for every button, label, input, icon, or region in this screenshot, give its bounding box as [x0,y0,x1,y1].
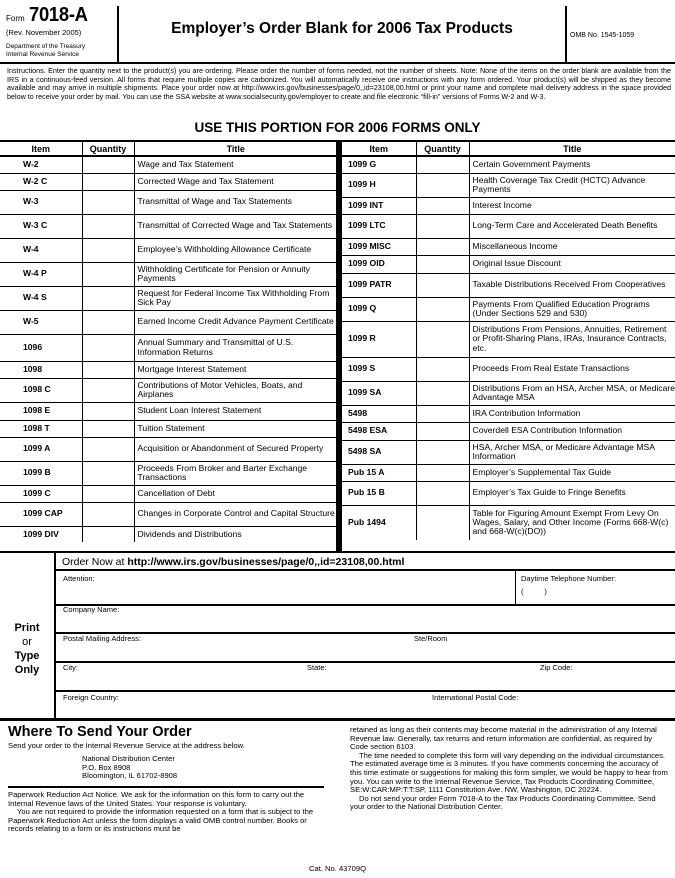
quantity-input[interactable] [416,173,469,197]
catalog-number: Cat. No. 43709Q [309,864,366,873]
item-title: Student Loan Interest Statement [134,402,337,420]
item-code: W-5 [0,310,82,334]
item-code: 1099 G [342,156,416,173]
table-row [342,197,675,214]
item-title: Wage and Tax Statement [134,156,337,173]
address-block [0,553,675,718]
form-word: Form [6,14,25,23]
table-row [342,156,675,173]
quantity-input[interactable] [82,526,134,542]
item-title: Earned Income Credit Advance Payment Certificate [134,310,337,334]
table-row [0,420,337,437]
item-code: W-2 C [0,173,82,190]
quantity-input[interactable] [82,485,134,502]
item-code: 1099 R [342,321,416,357]
item-title: Corrected Wage and Tax Statement [134,173,337,190]
address-rule [55,690,675,692]
item-title: Cancellation of Debt [134,485,337,502]
table-row [0,286,337,310]
item-title: Transmittal of Corrected Wage and Tax Statements [134,214,337,238]
mailing-address: National Distribution Center P.O. Box 8908 Bloomington, IL 61702-8908 [82,754,178,781]
city-field[interactable]: City: [63,663,78,672]
address-rule [55,569,675,571]
item-code: 5498 [342,405,416,422]
order-table-right [342,140,675,540]
quantity-input[interactable] [82,286,134,310]
quantity-input[interactable] [82,190,134,214]
table-row [342,238,675,255]
item-title: Proceeds From Real Estate Transactions [469,357,675,381]
phone-divider [515,570,516,605]
item-code: 1099 C [0,485,82,502]
item-code: 1099 DIV [23,528,59,539]
quantity-input[interactable] [416,405,469,422]
table-row [0,402,337,420]
item-code: Pub 15 B [342,481,416,505]
quantity-input[interactable] [82,420,134,437]
item-title: Certain Government Payments [469,156,675,173]
item-title: Interest Income [469,197,675,214]
item-code: 1099 CAP [0,502,82,526]
quantity-input[interactable] [416,214,469,238]
where-rule [8,786,324,788]
table-row [342,273,675,297]
quantity-input[interactable] [82,262,134,286]
quantity-input[interactable] [416,440,469,464]
quantity-input[interactable] [82,238,134,262]
column-header-quantity: Quantity [82,141,134,156]
item-code: 5498 SA [342,440,416,464]
quantity-input[interactable] [82,502,134,526]
item-title: Acquisition or Abandonment of Secured Property [134,437,337,461]
item-code: 1099 SA [342,381,416,405]
table-row [342,440,675,464]
item-title: Health Coverage Tax Credit (HCTC) Advance Payments [469,173,675,197]
paperwork-notice-right: retained as long as their contents may become material in the administration of any Internal Revenue law. Generally, tax returns and return information are confidential, as required by Code section 6103. The time needed to complete this form will vary depending on the individual circumstances. The estimated average time is 3 minutes. If you have comments concerning the accuracy of this time estimate or suggestions for making this form simpler, we would be happy to hear from you. You can write to the Internal Revenue Service, Tax Products Coordinating Committee, SE:W:CAR:MP:T:T:SP, 1111 Constitution Ave. NW, Washington, DC 20224. Do not send your order Form 7018-A to the Tax Products Coordinating Committee. Send your order to the National Distribution Center. [350,725,668,812]
item-title: Original Issue Discount [469,255,675,273]
print-or-type-label: Print or Type Only [14,622,40,676]
form-id-block [6,4,118,58]
table-row [342,505,675,540]
item-code: W-3 C [0,214,82,238]
department-line1: Department of the Treasury [6,43,86,50]
item-title: Employee’s Withholding Allowance Certificate [134,238,337,262]
department-line2: Internal Revenue Service [6,50,79,58]
item-title: Tuition Statement [134,420,337,437]
table-row [0,238,337,262]
item-title: Dividends and Distributions [137,528,242,539]
item-title: Taxable Distributions Received From Cooperatives [469,273,675,297]
quantity-input[interactable] [416,422,469,440]
item-title: Payments From Qualified Education Programs (Under Sections 529 and 530) [469,297,675,321]
table-row [342,321,675,357]
quantity-input[interactable] [416,481,469,505]
table-row [0,485,337,502]
item-code: 1099 A [0,437,82,461]
quantity-input[interactable] [82,334,134,361]
item-code: 1099 B [0,461,82,485]
item-title: Long-Term Care and Accelerated Death Benefits [469,214,675,238]
table-row [342,481,675,505]
item-title: Employer’s Supplemental Tax Guide [469,464,675,481]
section-title: USE THIS PORTION FOR 2006 FORMS ONLY [194,120,481,135]
order-table-left [0,140,337,542]
item-title: Miscellaneous Income [469,238,675,255]
quantity-input[interactable] [416,255,469,273]
where-to-send-subtitle: Send your order to the Internal Revenue Service at the address below. [8,741,245,750]
postal-address-field[interactable]: Postal Mailing Address: [63,634,141,643]
address-rule [55,632,675,634]
item-title: Table for Figuring Amount Exempt From Levy On Wages, Salary, and Other Income (Forms 668-W(c) and 668-W(c)(DO)) [472,507,669,537]
quantity-input[interactable] [416,297,469,321]
quantity-input[interactable] [416,505,469,540]
table-row [342,255,675,273]
quantity-input[interactable] [416,357,469,381]
order-now-link[interactable]: http://www.irs.gov/businesses/page/0,,id=23108,00.html [127,556,405,568]
attention-field[interactable]: Attention: [63,574,95,583]
item-code: 1098 E [0,402,82,420]
state-field[interactable]: State: [307,663,327,672]
paperwork-notice-left: Paperwork Reduction Act Notice. We ask for the information on this form to carry out the Internal Revenue laws of the United States. Your response is voluntary. You are not required to provide the information requested on a form that is subject to the Paperwork Reduction Act unless the form displays a valid OMB control number. Books or records relating to a form or its instructions must be [8,790,314,834]
instructions: Instructions. Enter the quantity next to the product(s) you are ordering. Please order the number of forms needed, not the number of sheets. Note: None of the items on the order blank are available from the IRS in a continuous-feed version. All forms that require multiple copies are carbonized. You will automatically receive one instructions with any form ordered. Your product(s) will be shipped as they become available and may arrive in multiple shipments. Place your order now at http://www.irs.gov/businesses/page/0,,id=23108,00.html or print your name and complete mail delivery address in the space provided below to receive your order by mail. You can use the SSA website at www.socialsecurity.gov/employer to create and file electronic “fill-in” versions of Forms W-2 and W-3. [7,66,671,101]
section-rule [0,718,675,721]
item-title: Coverdell ESA Contribution Information [469,422,675,440]
quantity-input[interactable] [82,378,134,402]
item-title: HSA, Archer MSA, or Medicare Advantage MSA Information [469,440,675,464]
item-code: 1099 LTC [342,214,416,238]
company-name-field[interactable]: Company Name: [63,605,120,614]
address-side-divider [54,553,56,718]
table-row [0,214,337,238]
item-title: IRA Contribution Information [469,405,675,422]
suite-room-field[interactable]: Ste/Room [414,634,448,643]
zip-code-field[interactable]: Zip Code: [540,663,573,672]
table-row [0,334,337,361]
table-row [342,173,675,197]
address-rule [55,661,675,663]
form-header [0,0,675,64]
item-code: 1099 Q [342,297,416,321]
form-number: 7018-A [28,4,88,26]
item-title: Proceeds From Broker and Barter Exchange Transactions [134,461,337,485]
item-code: W-4 [0,238,82,262]
omb-number: OMB No. 1545-1059 [570,32,635,39]
table-row [0,156,337,173]
item-code: 1098 T [0,420,82,437]
table-row [0,378,337,402]
quantity-input[interactable] [82,361,134,378]
form-revision: (Rev. November 2005) [6,28,82,37]
column-header-quantity: Quantity [416,141,469,156]
item-title: Distributions From an HSA, Archer MSA, or Medicare Advantage MSA [469,381,675,405]
table-row [342,405,675,422]
column-header-title: Title [134,141,337,156]
order-now-line: Order Now at http://www.irs.gov/businesses/page/0,,id=23108,00.html [62,556,405,568]
item-code: Pub 1494 [348,517,386,528]
item-title: Transmittal of Wage and Tax Statements [134,190,337,214]
item-code: 1098 [0,361,82,378]
foreign-country-field[interactable]: Foreign Country: [63,693,119,702]
quantity-input[interactable] [82,156,134,173]
column-header-item: Item [0,141,82,156]
phone-value[interactable]: ( ) [521,587,547,596]
quantity-input[interactable] [82,437,134,461]
table-row [0,361,337,378]
item-title: Annual Summary and Transmittal of U.S. Information Returns [134,334,337,361]
item-title: Request for Federal Income Tax Withholding From Sick Pay [134,286,337,310]
item-code: Pub 15 A [342,464,416,481]
item-title: Distributions From Pensions, Annuities, Retirement or Profit-Sharing Plans, IRAs, Insurance Contracts, etc. [469,321,675,357]
phone-field[interactable]: Daytime Telephone Number: ( ) [521,574,616,596]
item-code: 1099 S [342,357,416,381]
item-title: Mortgage Interest Statement [134,361,337,378]
header-divider [565,6,567,62]
item-title: Contributions of Motor Vehicles, Boats, and Airplanes [134,378,337,402]
quantity-input[interactable] [82,214,134,238]
quantity-input[interactable] [416,464,469,481]
item-code: 1098 C [0,378,82,402]
item-code: W-4 S [0,286,82,310]
quantity-input[interactable] [416,321,469,357]
item-code: W-3 [0,190,82,214]
item-code: 1099 MISC [342,238,416,255]
quantity-input[interactable] [416,197,469,214]
table-row [0,310,337,334]
item-code: 1099 H [342,173,416,197]
where-to-send-title: Where To Send Your Order [8,724,192,740]
column-header-title: Title [469,141,675,156]
table-row [0,437,337,461]
table-row [0,190,337,214]
quantity-input[interactable] [416,238,469,255]
quantity-input[interactable] [416,381,469,405]
table-row [0,502,337,526]
quantity-input[interactable] [82,402,134,420]
column-header-item: Item [342,141,416,156]
quantity-input[interactable] [82,310,134,334]
table-row [342,214,675,238]
item-code: 1099 PATR [342,273,416,297]
department [6,43,118,58]
item-code: W-4 P [0,262,82,286]
item-code: 5498 ESA [342,422,416,440]
address-rule [55,604,675,606]
table-row [342,297,675,321]
form-title: Employer’s Order Blank for 2006 Tax Products [171,20,513,37]
item-code: 1099 OID [342,255,416,273]
table-row [342,464,675,481]
quantity-input[interactable] [82,173,134,190]
quantity-input[interactable] [82,461,134,485]
table-row [0,262,337,286]
item-code: 1096 [0,334,82,361]
item-code: 1099 INT [342,197,416,214]
item-code: W-2 [0,156,82,173]
quantity-input[interactable] [416,273,469,297]
quantity-input[interactable] [416,156,469,173]
table-row [342,357,675,381]
item-title: Changes in Corporate Control and Capital Structure [134,502,337,526]
item-title: Withholding Certificate for Pension or Annuity Payments [134,262,337,286]
table-row [342,422,675,440]
item-title: Employer’s Tax Guide to Fringe Benefits [469,481,675,505]
international-postal-code-field[interactable]: International Postal Code: [432,693,519,702]
table-row [0,526,337,542]
table-row [0,173,337,190]
table-row [342,381,675,405]
table-row [0,461,337,485]
